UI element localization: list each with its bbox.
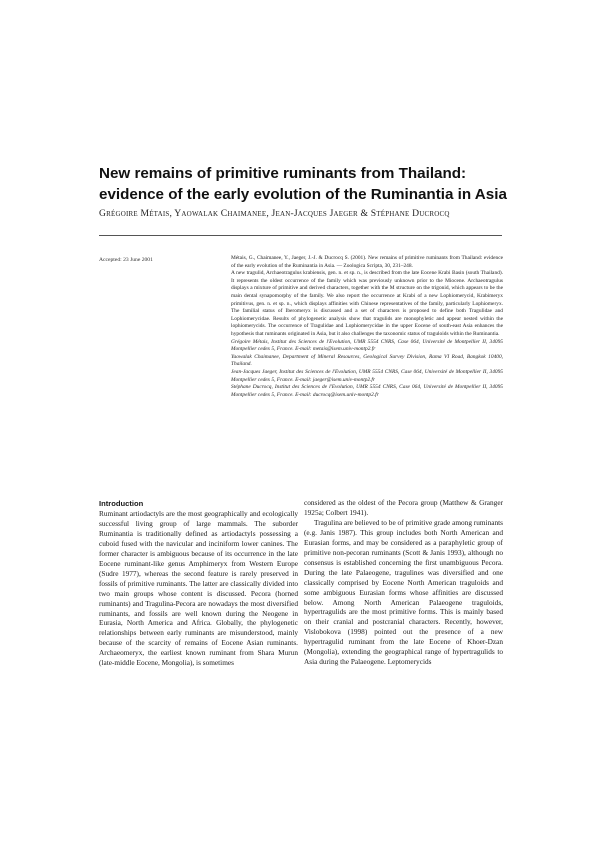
abstract-citation: Métais, G., Chaimanee, Y., Jaeger, J.-J. & Ducrocq S. (2001). New remains of primitive ruminants from Thailand: evidence of the early evolution of the Ruminantia in Asia. — Zoologica Scripta, 30, 231–248.: [231, 255, 503, 269]
affiliation: Yaowalak Chaimanee, Department of Mineral Resources, Geological Survey Division, Rama VI Road, Bangkok 10400, Thailand.: [231, 353, 503, 368]
affiliation: Jean-Jacques Jaeger, Institut des Sciences de l'Evolution, UMR 5554 CNRS, Case 064, Université de Montpellier II, 34095 Montpellier cedex 5, France. E-mail: jaeger@isem.univ-montp2.fr: [231, 368, 503, 383]
article-authors: Grégoire Métais, Yaowalak Chaimanee, Jean-Jacques Jaeger & Stéphane Ducrocq: [99, 208, 450, 219]
intro-paragraph-continued: considered as the oldest of the Pecora group (Matthew & Granger 1925a; Colbert 1941).: [304, 498, 503, 517]
body-column-right: [304, 498, 503, 667]
affiliation: Grégoire Métais, Institut des Sciences de l'Evolution, UMR 5554 CNRS, Case 064, Université de Montpellier II, 34095 Montpellier cedex 5, France. E-mail: metais@isem.univ-montp2.fr: [231, 338, 503, 353]
intro-paragraph: Ruminant artiodactyls are the most geographically and ecologically successful living group of large mammals. The suborder Ruminantia is traditionally defined as artiodactyls possessing a cuboid fused with the navicular and inciniform lower canines. The former character is ambiguous because of its occurrence in the late Eocene ruminant-like genus Amphimeryx from Western Europe (Sudre 1977), whereas the second feature is rarely preserved in fossils of primitive ruminants. The latter are classically divided into two main groups whose content is discussed. Pecora (horned ruminants) and Tragulina-Pecora are nowadays the most diversified ruminants, and fossils are well known during the Neogene in Eurasia, North America and Africa. Globally, the phylogenetic relationships between early ruminants are misunderstood, mainly because of the scarcity of remains of Eocene Asian ruminants. Archaeomeryx, the earliest known ruminant from Shara Murun (late-middle Eocene, Mongolia), is sometimes: [99, 509, 298, 668]
section-heading-introduction: Introduction: [99, 499, 144, 508]
article-title: New remains of primitive ruminants from Thailand: evidence of the early evolution of the Ruminantia in Asia: [99, 165, 507, 203]
body-column-left: [99, 498, 298, 668]
affiliation: Stéphane Ducrocq, Institut des Sciences de l'Evolution, UMR 5554 CNRS, Case 064, Université de Montpellier II, 34095 Montpellier cedex 5, France. E-mail: ducrocq@isem.univ-montp2.fr: [231, 384, 503, 398]
header-divider: [99, 235, 502, 236]
abstract-body: A new tragulid, Archaeotragulus krabiensis, gen. n. et sp. n., is described from the late Eocene Krabi Basin (south Thailand). It represents the oldest occurrence of the family which was previously unknown prior to the Miocene. Archaeotragulus displays a mixture of primitive and derived characters, together with the M structure on the trigonid, which appears to be the main dental synapomorphy of the family. We also report the occurrence at Krabi of a new Lophiomerycid, Krabimeryx primitivus, gen. n. et sp. n., which displays affinities with Chinese representatives of the family, particularly Lophiomeryx. The familial status of Iberomeryx is discussed and a set of characters is proposed to define both Tragulidae and Lophiomerycidae. Results of phylogenetic analysis show that tragulids are monophyletic and appear nested within the lophiomerycids. The occurrence of Tragulidae and Lophiomerycidae in the upper Eocene of south-east Asia enhances the hypothesis that ruminants originated in Asia, but it also challenges the taxonomic status of traguloids within the Ruminantia.: [231, 270, 503, 337]
intro-paragraph: Tragulina are believed to be of primitive grade among ruminants (e.g. Janis 1987). This group includes both North American and Eurasian forms, and may be considered as a paraphyletic group of primitive non-pecoran ruminants (Scott & Janis 1993), although no consensus is established concerning the first unambiguous Pecora. During the late Palaeogene, tragulines was diversified and one classically comprised by Eocene North American traguloids and some ambiguous Eurasian forms whose affinities are discussed below. Among North American Palaeogene traguloids, hypertragulids are the most primitive forms. This is mainly based on their cranial and postcranial characters. Recently, however, Vislobokova (1998) pointed out the presence of a new hypertragulid ruminant from the late Eocene of Khoer-Dzan (Mongolia), extending the geographical range of hypertragulids to Asia during the Palaeogene. Leptomerycids: [304, 517, 503, 667]
accepted-date: Accepted: 23 June 2001: [99, 257, 153, 263]
abstract-block: [231, 255, 503, 399]
